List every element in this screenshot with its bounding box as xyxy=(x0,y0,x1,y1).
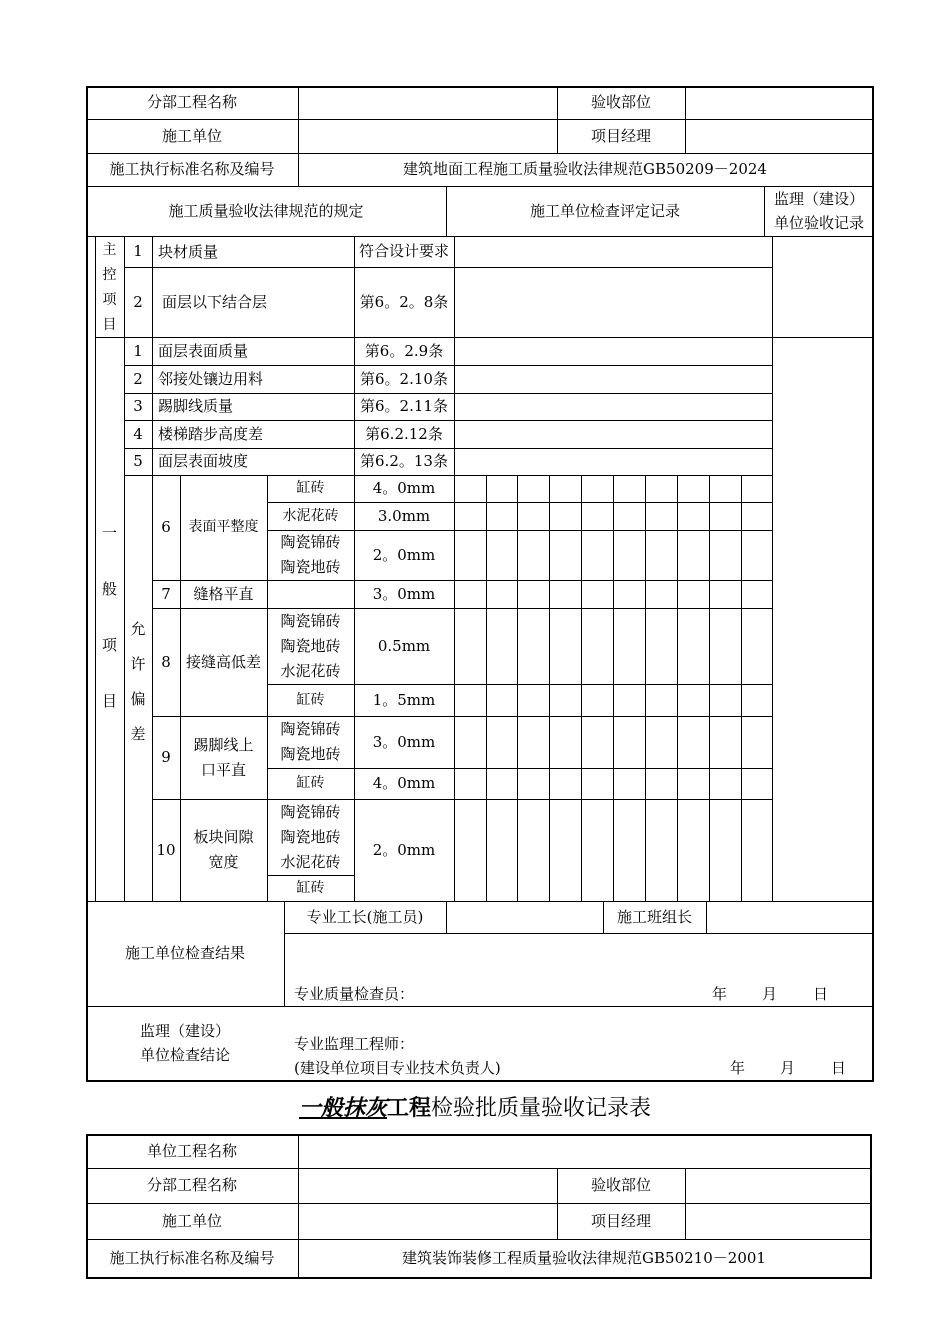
main-item-name: 块材质量 xyxy=(158,243,219,261)
danwei-label: 单位工程名称 xyxy=(146,1141,237,1160)
general-item-name: 踢脚线质量 xyxy=(158,397,234,415)
dev-tolerance: 3。0mm xyxy=(372,732,436,751)
result-label: 施工单位检查结果 xyxy=(124,944,245,962)
dev-tolerance: 1。5mm xyxy=(372,690,436,709)
standard-label: 施工执行标准名称及编号 xyxy=(109,1248,275,1267)
dev-tolerance: 3。0mm xyxy=(372,584,436,603)
banzuzhang-label: 施工班组长 xyxy=(616,907,692,926)
shigong-danwei-input[interactable] xyxy=(298,119,557,153)
main-item-no: 1 xyxy=(133,242,143,260)
fenbu-input[interactable] xyxy=(298,86,557,119)
guiding-label: 施工质量验收法律规范的规定 xyxy=(168,201,364,220)
general-item-spec: 第6。2.11条 xyxy=(360,397,448,415)
fenbu-label: 分部工程名称 xyxy=(146,93,237,111)
general-item-name: 邻接处镶边用料 xyxy=(158,370,264,388)
general-item-no: 5 xyxy=(133,452,143,470)
dev-material: 缸砖 xyxy=(296,691,325,708)
fenbu-label: 分部工程名称 xyxy=(146,1176,237,1194)
xiangmu-jingli-input[interactable] xyxy=(685,1203,870,1239)
standard-label: 施工执行标准名称及编号 xyxy=(109,160,275,178)
yanshou-buwei-input[interactable] xyxy=(685,1168,870,1203)
jielun-label: 监理（建设） 单位检查结论 xyxy=(139,1022,230,1064)
jianli-gcs-label: 专业监理工程师： xyxy=(294,1035,415,1053)
main-item-name: 面层以下结合层 xyxy=(162,293,268,311)
yanshou-buwei-input[interactable] xyxy=(685,86,872,119)
dev-item-no: 8 xyxy=(161,652,171,671)
jiancha-label: 施工单位检查评定记录 xyxy=(529,201,680,220)
danwei-input[interactable] xyxy=(298,1134,870,1168)
date-day: 日 xyxy=(813,985,829,1003)
shigong-danwei-label: 施工单位 xyxy=(161,126,222,145)
date-year: 年 xyxy=(712,985,728,1003)
dev-item-no: 6 xyxy=(161,518,171,536)
general-item-name: 楼梯踏步高度差 xyxy=(158,425,264,443)
general-item-spec: 第6.2。13条 xyxy=(360,452,448,470)
general-item-spec: 第6。2.9条 xyxy=(364,341,444,360)
dev-material: 陶瓷锦砖 陶瓷地砖 xyxy=(280,533,341,576)
dev-item-name: 踢脚线上 口平直 xyxy=(193,735,254,779)
dev-material: 水泥花砖 xyxy=(282,507,339,524)
gongzhang-label: 专业工长(施工员) xyxy=(306,907,424,926)
date-year: 年 xyxy=(730,1059,746,1077)
dev-tolerance: 4。0mm xyxy=(372,774,436,792)
main-item-spec: 符合设计要求 xyxy=(358,242,449,260)
general-item-name: 面层表面坡度 xyxy=(158,452,249,470)
standard-value: 建筑地面工程施工质量验收法律规范GB50209－2024 xyxy=(403,160,767,178)
dev-material: 陶瓷锦砖 陶瓷地砖 水泥花砖 xyxy=(280,611,341,680)
date-month: 月 xyxy=(762,985,778,1003)
dev-tolerance: 0.5mm xyxy=(377,636,431,655)
yiban-label: 一 般 项 目 xyxy=(101,524,117,710)
yanshou-buwei-label: 验收部位 xyxy=(590,1176,651,1194)
general-item-no: 4 xyxy=(133,424,143,443)
dev-item-name: 接缝高低差 xyxy=(185,652,261,671)
dev-item-name: 表面平整度 xyxy=(188,519,259,535)
dev-material: 陶瓷锦砖 陶瓷地砖 水泥花砖 xyxy=(280,802,341,871)
yunxu-piancha-label: 允 许 偏 差 xyxy=(130,620,146,743)
yanshou-buwei-label: 验收部位 xyxy=(590,93,651,111)
dev-tolerance: 2。0mm xyxy=(372,840,436,859)
gongzhang-input[interactable] xyxy=(446,901,603,933)
standard-value: 建筑装饰装修工程质量验收法律规范GB50210－2001 xyxy=(402,1248,766,1267)
jianshe-fzr-label: (建设单位项目专业技术负责人) xyxy=(294,1059,501,1077)
dev-item-no: 7 xyxy=(161,584,171,603)
shigong-danwei-label: 施工单位 xyxy=(161,1211,222,1230)
zhijian-label: 专业质量检查员： xyxy=(294,985,415,1003)
general-item-no: 2 xyxy=(133,369,143,388)
xiangmu-jingli-label: 项目经理 xyxy=(590,126,651,145)
dev-material: 缸砖 xyxy=(296,480,325,496)
general-item-no: 3 xyxy=(133,397,143,415)
general-item-spec: 第6.2.12条 xyxy=(365,424,443,443)
dev-material: 陶瓷锦砖 陶瓷地砖 xyxy=(280,720,341,763)
main-item-no: 2 xyxy=(133,292,143,311)
date-day: 日 xyxy=(831,1059,847,1077)
jianli-yanshou-label: 监理（建设） 单位验收记录 xyxy=(773,190,864,232)
date-month: 月 xyxy=(780,1059,796,1077)
banzuzhang-input[interactable] xyxy=(706,901,872,933)
dev-tolerance: 3.0mm xyxy=(377,506,431,525)
dev-item-name: 缝格平直 xyxy=(193,584,254,603)
dev-tolerance: 2。0mm xyxy=(372,545,436,564)
zhukong-label: 主 控 项 目 xyxy=(102,242,117,333)
general-item-spec: 第6。2.10条 xyxy=(360,369,448,388)
dev-tolerance: 4。0mm xyxy=(372,479,436,497)
shigong-danwei-input[interactable] xyxy=(298,1203,557,1239)
dev-item-name: 板块间隙 宽度 xyxy=(193,828,254,871)
dev-item-no: 9 xyxy=(161,748,171,766)
main-item-spec: 第6。2。8条 xyxy=(359,292,449,311)
fenbu-input[interactable] xyxy=(298,1168,557,1203)
form-title: 一般抹灰工程检验批质量验收记录表 xyxy=(298,1095,652,1121)
xiangmu-jingli-label: 项目经理 xyxy=(590,1211,651,1230)
dev-material: 缸砖 xyxy=(296,775,325,791)
dev-item-no: 10 xyxy=(156,840,176,859)
general-item-name: 面层表面质量 xyxy=(158,342,249,360)
dev-material: 缸砖 xyxy=(296,879,325,896)
general-item-no: 1 xyxy=(133,341,143,360)
xiangmu-jingli-input[interactable] xyxy=(685,119,872,153)
